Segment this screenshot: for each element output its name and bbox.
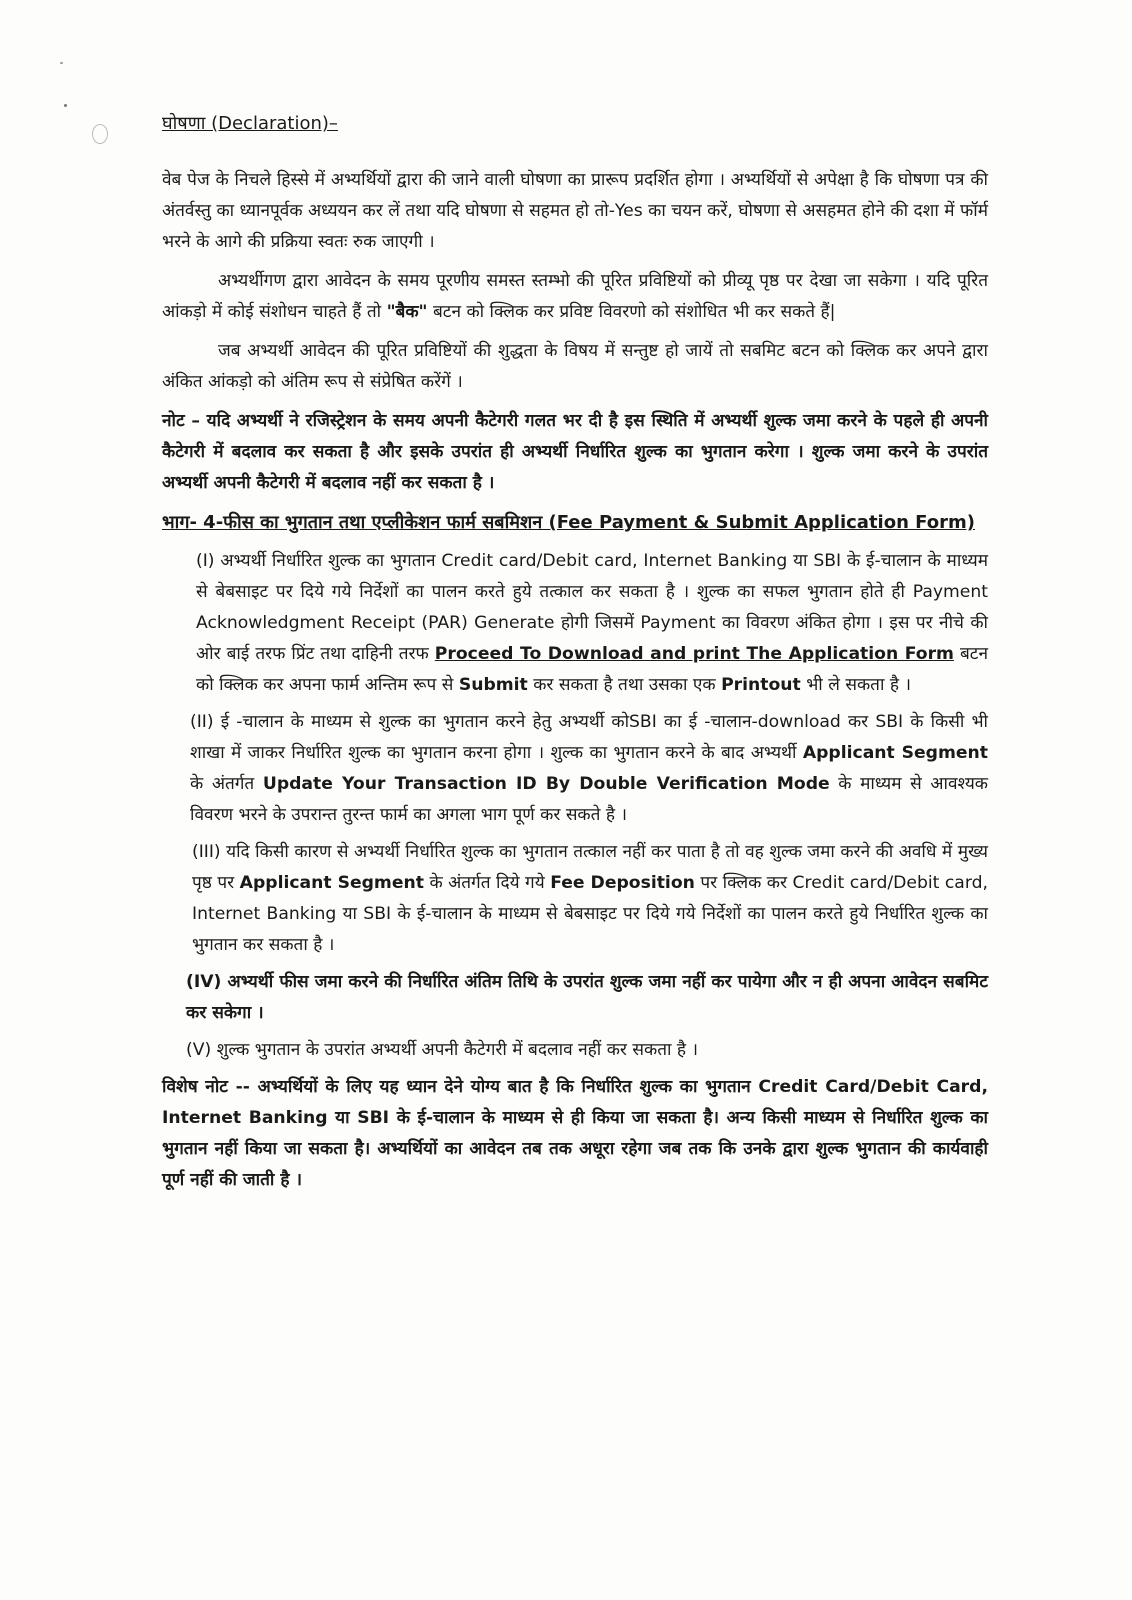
fee-payment-section-title: भाग- 4-फीस का भुगतान तथा एप्लीकेशन फार्म सबमिशन (Fee Payment & Submit Application Form) — [162, 512, 975, 533]
item1-text-c: कर सकता है तथा उसका एक — [527, 675, 722, 695]
printout-ref: Printout — [721, 675, 801, 695]
fee-deposition-ref: Fee Deposition — [550, 873, 695, 893]
declaration-paragraph-2 — [162, 266, 988, 328]
item2-text-c: के माध्यम से आवश्यक विवरण भरने के उपरान्त तुरन्त फार्म का अगला भाग पूर्ण कर सकते है । — [190, 774, 988, 825]
list-item-ii — [190, 707, 988, 831]
list-item-iv: (IV) अभ्यर्थी फीस जमा करने की निर्धारित अंतिम तिथि के उपरांत शुल्क जमा नहीं कर पायेगा और न ही अपना आवेदन सबमिट कर सकेगा । — [186, 972, 988, 1023]
item3-text-a: (III) यदि किसी कारण से अभ्यर्थी निर्धारित शुल्क का भुगतान तत्काल नहीं कर पाता है तो वह शुल्क जमा करने की अवधि में मुख्य पृष्ठ पर — [192, 842, 988, 893]
item3-text-c: पर क्लिक कर Credit card/Debit card, Internet Banking या SBI के ई-चालान के माध्यम से बेबसाइट पर दिये गये निर्देशों का पालन करते हुये निर्धारित शुल्क का भुगतान कर सकता है । — [192, 873, 988, 955]
list-item-i — [196, 546, 988, 701]
proceed-download-link-ref: Proceed To Download and print The Application Form — [434, 644, 954, 664]
punch-hole-mark — [92, 124, 108, 144]
para2-text-b: बटन को क्लिक कर प्रविष्ट विवरणो को संशोधित भी कर सकते हैं| — [427, 302, 836, 322]
declaration-heading: घोषणा (Declaration)– — [162, 113, 338, 134]
back-button-ref: "बैक" — [386, 302, 428, 322]
declaration-paragraph-1: वेब पेज के निचले हिस्से में अभ्यर्थियों द्वारा की जाने वाली घोषणा का प्रारूप प्रदर्शित होगा । अभ्यर्थियों से अपेक्षा है कि घोषणा पत्र की अंतर्वस्तु का ध्यानपूर्वक अध्ययन कर लें तथा यदि घोषणा से सहमत हो तो-Yes का चयन करें, घोषणा से असहमत होने की दशा में फॉर्म भरने के आगे की प्रक्रिया स्वतः रुक जाएगी । — [162, 170, 988, 252]
applicant-segment-ref: Applicant Segment — [239, 873, 424, 893]
submit-ref: Submit — [458, 675, 528, 695]
scan-speck — [64, 104, 67, 107]
list-item-v: (V) शुल्क भुगतान के उपरांत अभ्यर्थी अपनी कैटेगरी में बदलाव नहीं कर सकता है । — [186, 1040, 699, 1060]
item1-text-d: भी ले सकता है । — [800, 675, 911, 695]
item2-text-b: के अंतर्गत — [190, 774, 263, 794]
declaration-paragraph-3: जब अभ्यर्थी आवेदन की पूरित प्रविष्टियों की शुद्धता के विषय में सन्तुष्ट हो जायें तो सबमिट बटन को क्लिक कर अपने द्वारा अंकित आंकड़ो को अंतिम रूप से संप्रेषित करेंगें । — [162, 341, 988, 392]
category-note: नोट – यदि अभ्यर्थी ने रजिस्ट्रेशन के समय अपनी कैटेगरी गलत भर दी है इस स्थिति में अभ्यर्थी शुल्क जमा करने के पहले ही अपनी कैटेगरी में बदलाव कर सकता है और इसके उपरांत ही अभ्यर्थी निर्धारित शुल्क का भुगतान करेगा । शुल्क जमा करने के उपरांत अभ्यर्थी अपनी कैटेगरी में बदलाव नहीं कर सकता है । — [162, 411, 988, 493]
item1-text-a: (I) अभ्यर्थी निर्धारित शुल्क का भुगतान Credit card/Debit card, Internet Banking या SBI के ई-चालान के माध्यम से बेबसाइट पर दिये गये निर्देशों का पालन करते हुये तत्काल कर सकता है । शुल्क का सफल भुगतान होते ही Payment Acknowledgment Receipt (PAR) Generate होगी जिसमें Payment का विवरण अंकित होगा । इस पर नीचे की ओर बाई तरफ प्रिंट तथा दाहिनी तरफ — [196, 551, 988, 664]
item1-text-b: बटन को क्लिक कर अपना फार्म अन्तिम रूप से — [196, 644, 988, 695]
para2-text-a: अभ्यर्थीगण द्वारा आवेदन के समय पूरणीय समस्त स्तम्भो की पूरित प्रविष्टियों को प्रीव्यू पृष्ठ पर देखा जा सकेगा । यदि पूरित आंकड़ो में कोई संशोधन चाहते हैं तो — [162, 271, 988, 322]
document-body — [162, 108, 988, 1213]
item3-text-b: के अंतर्गत दिये गये — [423, 873, 551, 893]
item2-text-a: (II) ई -चालान के माध्यम से शुल्क का भुगतान करने हेतु अभ्यर्थी कोSBI का ई -चालान-download कर SBI के किसी भी शाखा में जाकर निर्धारित शुल्क का भुगतान करना होगा । शुल्क का भुगतान करने के बाद अभ्यर्थी — [190, 712, 988, 763]
special-note: विशेष नोट -- अभ्यर्थियों के लिए यह ध्यान देने योग्य बात है कि निर्धारित शुल्क का भुगतान Credit Card/Debit Card, Internet Banking या SBI के ई-चालान के माध्यम से ही किया जा सकता है। अन्य किसी माध्यम से निर्धारित शुल्क का भुगतान नहीं किया जा सकता है। अभ्यर्थियों का आवेदन तब तक अधूरा रहेगा जब तक कि उनके द्वारा शुल्क भुगतान की कार्यवाही पूर्ण नहीं की जाती है । — [162, 1077, 988, 1190]
update-transaction-ref: Update Your Transaction ID By Double Verification Mode — [262, 774, 830, 794]
scan-speck — [60, 62, 63, 64]
list-item-iii — [192, 837, 988, 961]
applicant-segment-ref: Applicant Segment — [802, 743, 988, 763]
